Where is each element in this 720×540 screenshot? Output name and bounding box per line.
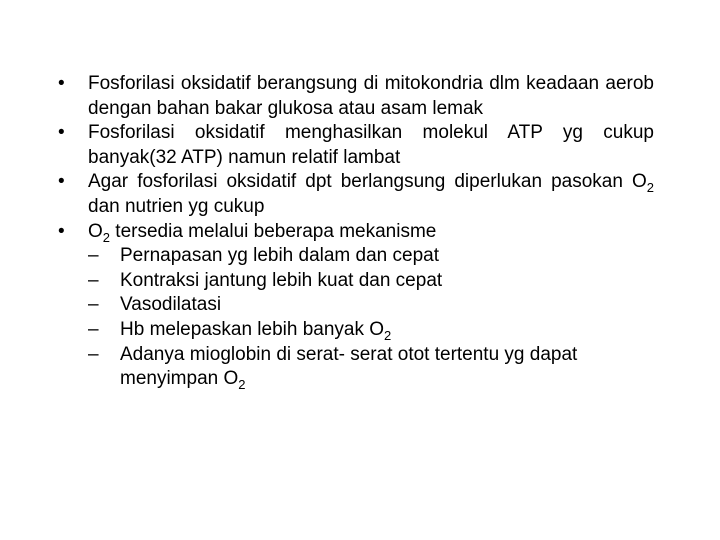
bullet-text: tersedia melalui beberapa mekanisme	[110, 220, 437, 242]
sub-bullet-text: Vasodilatasi	[120, 294, 222, 316]
bullet-marker: •	[58, 122, 65, 144]
sub-bullet-item	[58, 244, 654, 269]
bullet-item	[58, 170, 654, 219]
bullet-marker: •	[58, 73, 65, 94]
bullet-marker: •	[58, 220, 65, 242]
bullet-list	[58, 72, 654, 392]
sub-bullet-item	[58, 269, 654, 294]
bullet-text: Agar fosforilasi oksidatif dpt berlangsung diperlukan pasokan O	[88, 171, 647, 193]
bullet-text: dan nutrien yg cukup	[88, 195, 265, 217]
sub-bullet-text: Kontraksi jantung lebih kuat dan cepat	[120, 269, 443, 291]
bullet-marker: •	[58, 171, 65, 193]
subscript-2: 2	[646, 180, 654, 196]
bullet-item	[58, 121, 654, 170]
dash-marker: –	[88, 318, 99, 340]
bullet-item	[58, 220, 654, 245]
sub-bullet-text: Adanya mioglobin di serat- serat otot tertentu yg dapat menyimpan O	[120, 343, 578, 390]
bullet-item	[58, 72, 654, 121]
bullet-text: Fosforilasi oksidatif menghasilkan molekul ATP yg cukup banyak(32 ATP) namun relatif lambat	[88, 122, 654, 168]
sub-bullet-item	[58, 293, 654, 318]
dash-marker: –	[88, 343, 99, 365]
subscript-2: 2	[384, 327, 392, 343]
bullet-text: O	[88, 220, 103, 242]
sub-bullet-item	[58, 343, 654, 392]
bullet-text: Fosforilasi oksidatif berangsung di mitokondria dlm keadaan aerob dengan bahan bakar glukosa atau asam lemak	[88, 73, 654, 119]
sub-bullet-text: Hb melepaskan lebih banyak O	[120, 318, 385, 340]
subscript-2: 2	[102, 229, 111, 245]
subscript-2: 2	[238, 377, 246, 393]
dash-marker: –	[88, 245, 99, 267]
sub-bullet-item	[58, 318, 654, 343]
dash-marker: –	[88, 269, 99, 291]
dash-marker: –	[88, 294, 99, 316]
sub-bullet-text: Pernapasan yg lebih dalam dan cepat	[120, 245, 440, 267]
